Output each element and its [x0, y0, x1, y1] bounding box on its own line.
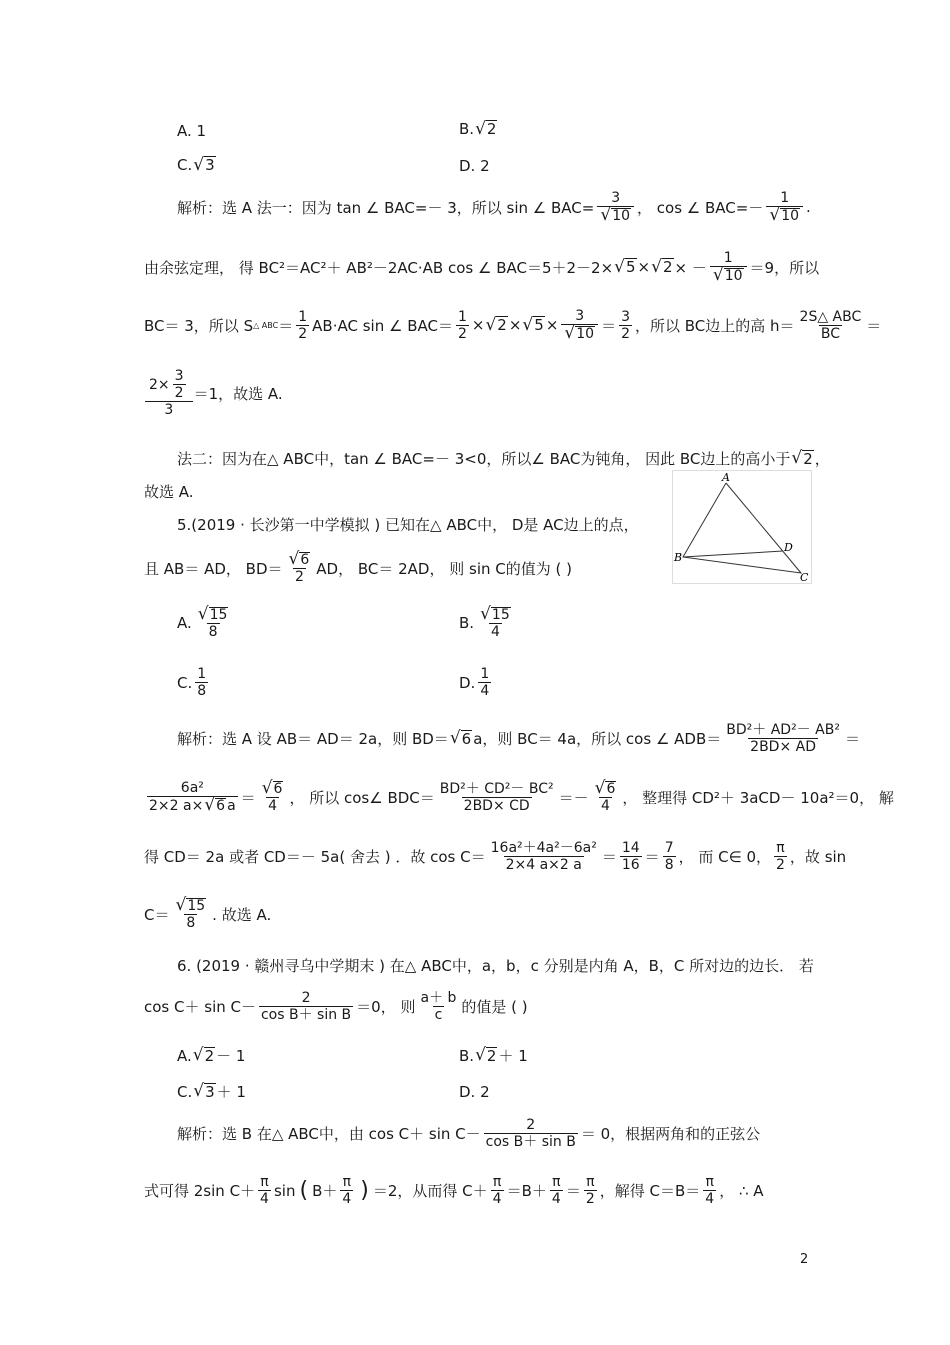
sqrt: √ 2 [475, 118, 497, 139]
q6-stem-line-2: cos C＋ sin C－ $\frac{2}{\text{cos B＋ sin B}}$ ＝0， 则 $\frac{a+ b}{c}$ 的值是 ( ) [144, 990, 528, 1024]
vertex-label-b: B [674, 551, 683, 564]
q5-solution-line-3: 得 CD＝ 2a 或者 CD＝－ 5a( 舍去 ) ．故 cos C＝ $\frac{\text{16a²＋4a²－6a²}}{2\times 4 a\times 2 a}$ ＝ $\frac{14}{16}$ ＝ $\frac{7}{8}$ ， 而 C∈ 0， $\frac{\pi}{2}$ ，故 sin [144, 840, 847, 874]
option-prefix: B. [459, 120, 475, 138]
fraction: 3 √ 10 [597, 190, 634, 224]
q5-stem-line-1: 5.(2019 · 长沙第一中学模拟 ) 已知在△ ABC中， D是 AC边上的点， [177, 516, 639, 534]
fraction: 1 √ 10 [710, 250, 747, 284]
q5-solution-line-2: 6a² 2×2 a× √ 6 a ＝ √ 6 4 ， 所以 cos∠ BDC＝ $\frac{\text{BD²＋ CD²－ BC²}}{2BD\times CD}$ ＝－ √ 6 4 ， 整理得 CD²＋ 3aCD－ 10a²＝0， 解 [149, 778, 894, 816]
q4-solution-line-3: BC＝ 3，所以 S △ ABC ＝ $\frac{1}{2}$ AB·AC sin ∠ BAC＝ $\frac{1}{2}$ × √ 2 × √ 5 × 3 √ 10 ＝ $\frac{3}{2}$ ，所以 BC边上的高 h＝ $\frac{\text{2S△ ABC}}{BC}$ ＝ [144, 308, 882, 344]
option-text: A. 1 [177, 122, 207, 140]
q4-alt-line-2: 故选 A. [144, 483, 194, 501]
q6-option-d: D. 2 [459, 1083, 490, 1101]
vertex-label-a: A [722, 471, 730, 484]
q5-option-a: A. √ 15 8 [177, 604, 228, 641]
sqrt: √ 3 [193, 154, 215, 175]
option-text: D. 2 [459, 157, 490, 175]
q4-option-c [177, 156, 217, 174]
q4-option-a [177, 122, 206, 140]
q5-solution-line-4: C＝ √ 15 8 . 故选 A. [144, 895, 272, 932]
q5-stem-line-2: 且 AB＝ AD， BD＝ √ 6 2 AD， BC＝ 2AD， 则 sin C的值为 ( ) [144, 549, 572, 586]
vertex-label-c: C [800, 571, 809, 583]
q4-alt-line-1: 法二：因为在△ ABC中，tan ∠ BAC=－ 3<0，所以∠ BAC为钝角， 因此 BC边上的高小于 √ 2 ， [177, 448, 830, 469]
q4-solution-line-2: 由余弦定理， 得 BC²＝AC²＋ AB²－2AC·AB cos ∠ BAC＝5＋2－2× √ 5 × √ 2 × － 1 √ 10 ＝9，所以 [144, 250, 820, 286]
q5-solution-line-1: 解析：选 A 设 AB＝ AD＝ 2a，则 BD＝ √ 6 a，则 BC＝ 4a，所以 cos ∠ ADB＝ $\frac{\text{BD²＋ AD²－ AB²}}{2BD\times AD}$ ＝ [177, 722, 860, 756]
q4-solution-line-1: 解析：选 A 法一：因为 tan ∠ BAC=－ 3，所以 sin ∠ BAC= 3 √ 10 ， cos ∠ BAC=－ 1 √ 10 . [177, 190, 811, 226]
q4-solution-line-4: 2× $\frac{3}{2}$ 3 ＝1，故选 A. [144, 368, 283, 418]
q5-option-c: C. $\frac{1}{8}$ [177, 666, 207, 700]
q6-option-a: A. √ 2 － 1 [177, 1045, 246, 1066]
q5-option-b: B. √ 15 4 [459, 604, 510, 641]
q6-solution-line-2: 式可得 2sin C＋ $\frac{\pi}{4}$ sin ( B＋ $\frac{\pi}{4}$ ) ＝2，从而得 C＋ $\frac{\pi}{4}$ ＝B＋ $\frac{\pi}{4}$ ＝ $\frac{\pi}{2}$ ，解得 C＝B＝ $\frac{\pi}{4}$ ， ∴ A [144, 1174, 764, 1208]
q6-stem-line-1: 6. (2019 · 赣州寻乌中学期末 ) 在△ ABC中，a，b，c 分别是内角 A，B，C 所对边的边长． 若 [177, 957, 814, 975]
vertex-label-d: D [784, 541, 793, 554]
triangle-abc [683, 483, 801, 573]
compound-fraction: 2× $\frac{3}{2}$ 3 [147, 368, 191, 418]
option-prefix: C. [177, 156, 193, 174]
page-number: 2 [800, 1252, 809, 1267]
q6-option-b: B. √ 2 ＋ 1 [459, 1045, 528, 1066]
q4-option-d [459, 157, 490, 175]
segment-bd [683, 551, 783, 557]
triangle-figure [672, 470, 812, 584]
triangle-diagram [673, 471, 811, 583]
q6-solution-line-1: 解析：选 B 在△ ABC中，由 cos C＋ sin C－ $\frac{2}{\text{cos B＋ sin B}}$ ＝ 0，根据两角和的正弦公 [177, 1117, 761, 1151]
q5-option-d: D. $\frac{1}{4}$ [459, 666, 490, 700]
q4-option-b [459, 120, 498, 138]
q6-option-c: C. √ 3 ＋ 1 [177, 1081, 246, 1102]
fraction: 1 √ 10 [766, 190, 803, 224]
